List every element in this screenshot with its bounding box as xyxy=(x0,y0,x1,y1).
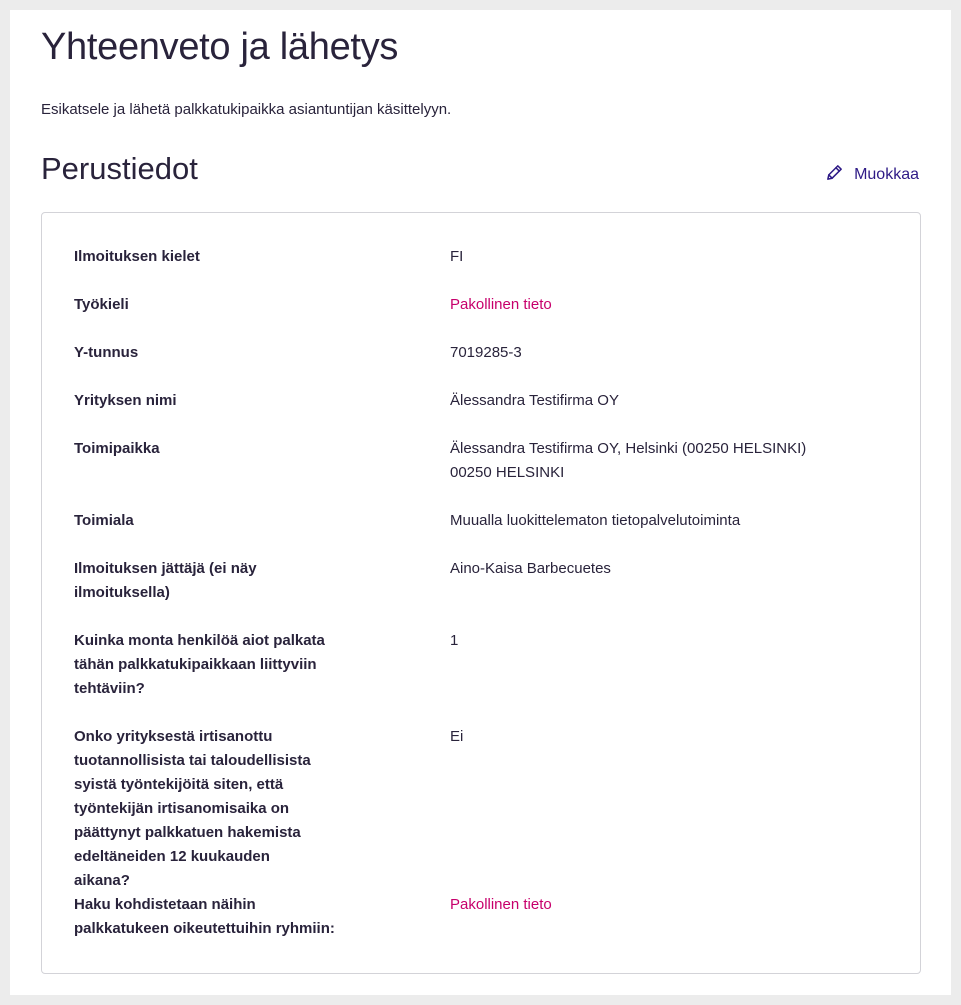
pencil-icon xyxy=(825,163,844,187)
row-value: Aino-Kaisa Barbecuetes xyxy=(450,560,611,577)
row-label: Kuinka monta henkilöä aiot palkata tähän palkkatukipaikkaan liittyviin tehtäviin? xyxy=(74,632,325,697)
row-value: 7019285-3 xyxy=(450,344,522,361)
row-value: Muualla luokittelematon tietopalvelutoiminta xyxy=(450,512,741,529)
row-value-required: Pakollinen tieto xyxy=(450,296,552,313)
row-label: Työkieli xyxy=(74,296,129,313)
row-label: Yrityksen nimi xyxy=(74,392,177,409)
row-value: 1 xyxy=(450,632,459,649)
row-label: Onko yrityksestä irtisanottu tuotannollisista tai taloudellisista syistä työntekijöitä siten, että työntekijän irtisanomisaika on päättynyt palkkatuen hakemista edeltäneiden 12 kuukauden aikana? xyxy=(74,728,311,889)
row-label: Y-tunnus xyxy=(74,344,139,361)
row-label: Haku kohdistetaan näihin palkkatukeen oikeutettuihin ryhmiin: xyxy=(74,896,335,937)
summary-card xyxy=(41,212,921,974)
row-value: Älessandra Testifirma OY xyxy=(450,392,619,409)
edit-button[interactable] xyxy=(825,163,919,187)
row-label: Toimiala xyxy=(74,512,134,529)
page-title: Yhteenveto ja lähetys xyxy=(41,26,399,68)
row-label: Ilmoituksen jättäjä (ei näy ilmoituksella) xyxy=(74,560,257,601)
row-value: Ei xyxy=(450,728,464,745)
summary-page xyxy=(10,10,951,995)
row-value: Älessandra Testifirma OY, Helsinki (00250 HELSINKI) 00250 HELSINKI xyxy=(450,440,807,481)
page-description: Esikatsele ja lähetä palkkatukipaikka asiantuntijan käsittelyyn. xyxy=(41,101,452,118)
row-value-required: Pakollinen tieto xyxy=(450,896,552,913)
row-label: Toimipaikka xyxy=(74,440,160,457)
edit-label: Muokkaa xyxy=(854,166,919,183)
row-value: FI xyxy=(450,248,464,265)
row-label: Ilmoituksen kielet xyxy=(74,248,200,265)
section-title: Perustiedot xyxy=(41,151,198,186)
